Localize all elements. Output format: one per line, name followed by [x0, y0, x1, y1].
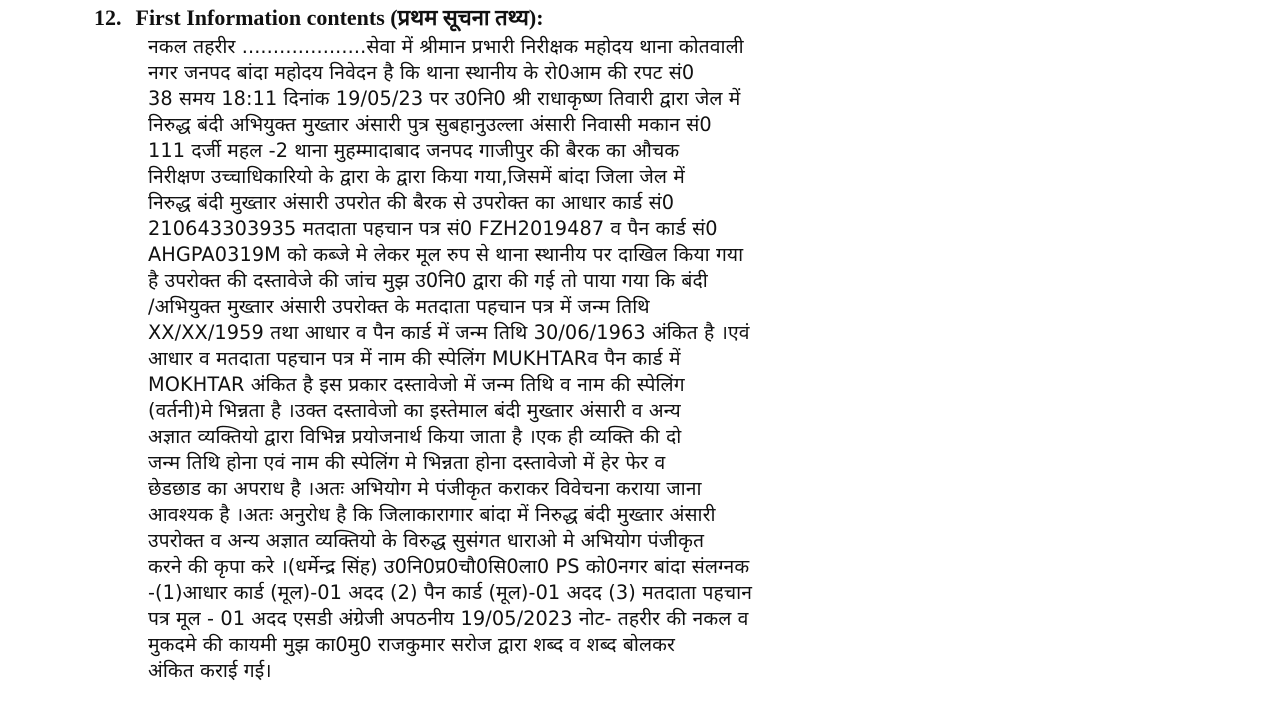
- body-line: अज्ञात व्यक्तियो द्वारा विभिन्न प्रयोजनार्थ किया जाता है ।एक ही व्यक्ति की दो: [148, 425, 682, 448]
- body-line: AHGPA0319M को कब्जे मे लेकर मूल रुप से थाना स्थानीय पर दाखिल किया गया: [148, 243, 744, 266]
- body-line: निरीक्षण उच्चाधिकारियो के द्वारा के द्वारा किया गया,जिसमें बांदा जिला जेल में: [148, 165, 685, 188]
- body-line: करने की कृपा करे ।(धर्मेन्द्र सिंह) उ0नि0प्र0चौ0सि0ला0 PS को0नगर बांदा संलग्नक: [148, 555, 750, 578]
- body-line: पत्र मूल - 01 अदद एसडी अंग्रेजी अपठनीय 19/05/2023 नोट- तहरीर की नकल व: [148, 607, 749, 630]
- body-line: आधार व मतदाता पहचान पत्र में नाम की स्पेलिंग MUKHTARव पैन कार्ड में: [148, 347, 681, 370]
- body-line: /अभियुक्त मुख्तार अंसारी उपरोक्त के मतदाता पहचान पत्र में जन्म तिथि: [148, 295, 650, 318]
- body-line: निरुद्ध बंदी मुख्तार अंसारी उपरोत की बैरक से उपरोक्त का आधार कार्ड सं0: [148, 191, 675, 214]
- section-heading: [94, 2, 1194, 34]
- report-body: [148, 34, 1276, 684]
- body-line: 111 दर्जी महल -2 थाना मुहम्मादाबाद जनपद गाजीपुर की बैरक का औचक: [148, 139, 680, 162]
- body-line: निरुद्ध बंदी अभियुक्त मुख्तार अंसारी पुत्र सुबहानुउल्ला अंसारी निवासी मकान सं0: [148, 113, 712, 136]
- body-line: उपरोक्त व अन्य अज्ञात व्यक्तियो के विरुद्ध सुसंगत धाराओ मे अभियोग पंजीकृत: [148, 529, 705, 552]
- body-line: मुकदमे की कायमी मुझ का0मु0 राजकुमार सरोज द्वारा शब्द व शब्द बोलकर: [148, 633, 676, 656]
- body-line: MOKHTAR अंकित है इस प्रकार दस्तावेजो में जन्म तिथि व नाम की स्पेलिंग: [148, 373, 685, 396]
- body-line: (वर्तनी)मे भिन्नता है ।उक्त दस्तावेजो का इस्तेमाल बंदी मुख्तार अंसारी व अन्य: [148, 399, 681, 422]
- body-line: 38 समय 18:11 दिनांक 19/05/23 पर उ0नि0 श्री राधाकृष्ण तिवारी द्वारा जेल में: [148, 87, 741, 110]
- body-line: -(1)आधार कार्ड (मूल)-01 अदद (2) पैन कार्ड (मूल)-01 अदद (3) मतदाता पहचान: [148, 581, 753, 604]
- body-line: आवश्यक है ।अतः अनुरोध है कि जिलाकारागार बांदा में निरुद्ध बंदी मुख्तार अंसारी: [148, 503, 716, 526]
- body-line: XX/XX/1959 तथा आधार व पैन कार्ड में जन्म तिथि 30/06/1963 अंकित है ।एवं: [148, 321, 750, 344]
- body-line: अंकित कराई गई।: [148, 659, 272, 682]
- body-line: जन्म तिथि होना एवं नाम की स्पेलिंग मे भिन्नता होना दस्तावेजो में हेर फेर व: [148, 451, 666, 474]
- body-line: नगर जनपद बांदा महोदय निवेदन है कि थाना स्थानीय के रो0आम की रपट सं0: [148, 61, 695, 84]
- section-title: First Information contents (प्रथम सूचना तथ्य):: [135, 5, 544, 30]
- body-line: है उपरोक्त की दस्तावेजे की जांच मुझ उ0नि0 द्वारा की गई तो पाया गया कि बंदी: [148, 269, 708, 292]
- body-line: नकल तहरीर ....................सेवा में श्रीमान प्रभारी निरीक्षक महोदय थाना कोतवाली: [148, 35, 744, 58]
- section-number: 12.: [94, 5, 122, 30]
- body-line: छेडछाड का अपराध है ।अतः अभियोग मे पंजीकृत कराकर विवेचना कराया जाना: [148, 477, 702, 500]
- body-line: 210643303935 मतदाता पहचान पत्र सं0 FZH2019487 व पैन कार्ड सं0: [148, 217, 718, 240]
